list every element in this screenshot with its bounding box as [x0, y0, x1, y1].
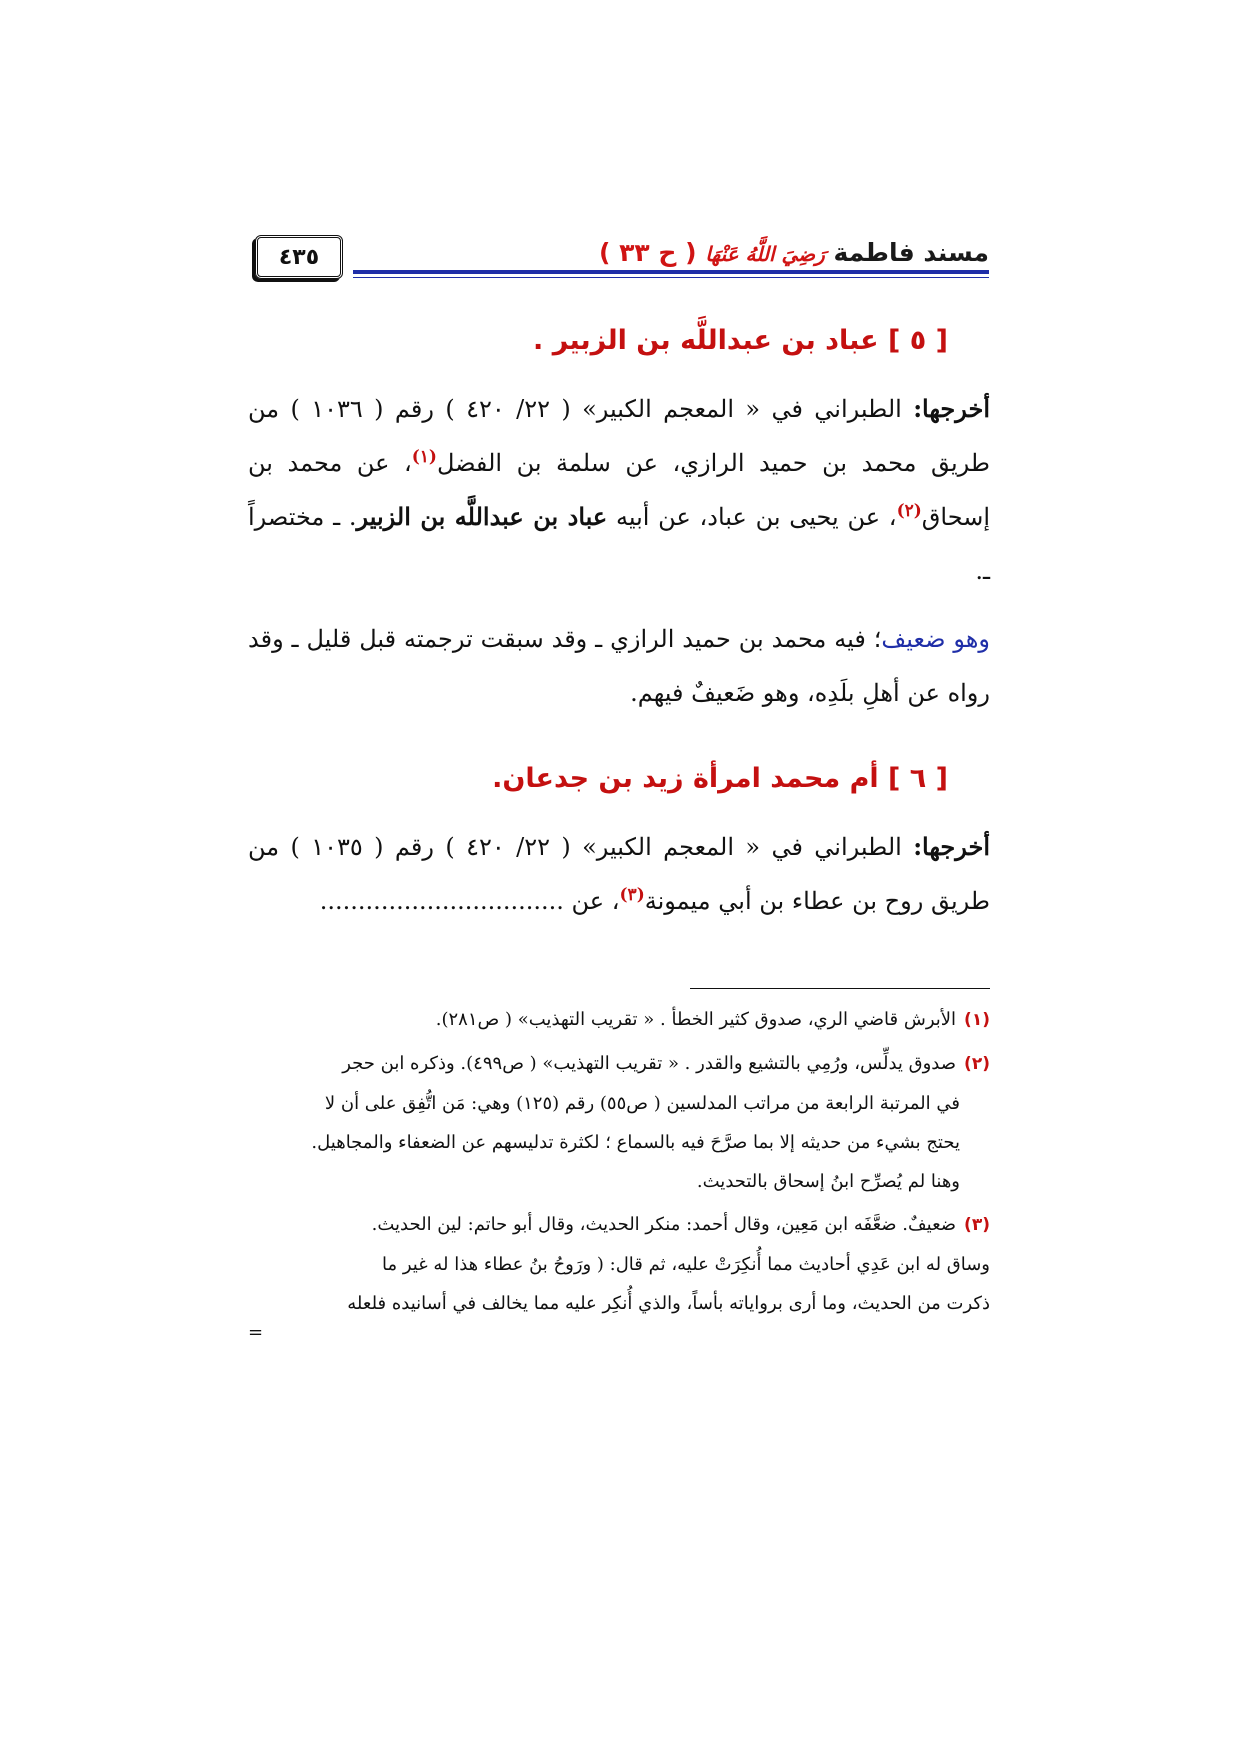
header-rule [353, 270, 989, 274]
footnote-2-line-2: في المرتبة الرابعة من مراتب المدلسين ( ص٥٥) رقم (١٢٥) وهي: مَن اتُّفِق على أن لا [324, 1093, 960, 1114]
footnote-3-line-1 [248, 1205, 990, 1245]
footnotes [248, 1000, 990, 1347]
footnote-1-number: (١) [964, 1010, 990, 1030]
header-hadith-ref: ( ح ٣٣ ) [599, 238, 697, 267]
footnote-1 [248, 1000, 990, 1040]
page-number: ٤٣٥ [255, 235, 343, 279]
section-heading-6: [ ٦ ] أم محمد امرأة زيد بن جدعان. [492, 763, 948, 794]
footnote-ref-3[interactable]: (٣) [619, 885, 645, 905]
footnote-2-line-4: وهنا لم يُصرِّح ابنُ إسحاق بالتحديث. [696, 1171, 960, 1192]
main-text [248, 318, 990, 942]
takhrij-text-b: ، عن محمد بن إسحاق [248, 449, 990, 531]
takhrij-lead: أخرجها: [913, 832, 991, 861]
section-heading-5: [ ٥ ] عباد بن عبداللَّه بن الزبير . [533, 325, 948, 356]
section-5-verdict [248, 612, 990, 720]
section-5-takhrij [248, 382, 990, 598]
verdict-text: ؛ فيه محمد بن حميد الرازي ـ وقد سبقت ترجمته قبل قليل ـ وقد رواه عن أهلِ بلَدِه، وهو ضَعيفٌ فيهم. [248, 625, 990, 707]
running-header [255, 232, 989, 280]
narrator-name: عباد بن عبداللَّه بن الزبير [356, 502, 608, 531]
footnote-ref-2[interactable]: (٢) [896, 501, 922, 521]
header-honorific: رَضِيَ اللَّهُ عَنْهَا [705, 242, 825, 266]
footnote-2 [248, 1044, 990, 1201]
footnote-3-text-1: ضعيفٌ. ضعَّفَه ابن مَعِين، وقال أحمد: منكر الحديث، وقال أبو حاتم: لين الحديث. [371, 1214, 957, 1235]
footnote-2-number: (٢) [964, 1054, 990, 1074]
footnote-2-line-3: يحتج بشيء من حديثه إلا بما صرَّحَ فيه بالسماع ؛ لكثرة تدليسهم عن الضعفاء والمجاهيل. [311, 1132, 960, 1153]
verdict-label: وهو ضعيف [881, 625, 990, 653]
takhrij-lead: أخرجها: [913, 394, 991, 423]
header-title-main: مسند فاطمة [833, 238, 989, 267]
takhrij-text-c: ، عن يحيى بن عباد، عن أبيه [607, 503, 897, 531]
footnote-3-line-2: وساق له ابن عَدِي أحاديث مما أُنكِرَتْ عليه، ثم قال: ( ورَوحُ بنُ عطاء هذا له غير ما [382, 1254, 990, 1275]
continuation-mark: = [248, 1322, 264, 1343]
footnote-3-line-3: ذكرت من الحديث، وما أرى برواياته بأساً، والذي أُنكِر عليه مما يخالف في أسانيده فلعله [347, 1293, 990, 1314]
footnote-3-number: (٣) [964, 1215, 990, 1235]
section-6-takhrij [248, 820, 990, 928]
takhrij-text-a: الطبراني في « المعجم الكبير» ( ٢٢/ ٤٢٠ ) رقم ( ١٠٣٦ ) من طريق محمد بن حميد الرازي، عن سلمة بن الفضل [248, 395, 990, 477]
footnote-2-line-1 [248, 1044, 990, 1084]
footnote-1-text: الأبرش قاضي الري، صدوق كثير الخطأ . « تقريب التهذيب» ( ص٢٨١). [435, 1009, 957, 1030]
takhrij-text-a: الطبراني في « المعجم الكبير» ( ٢٢/ ٤٢٠ ) رقم ( ١٠٣٥ ) من طريق روح بن عطاء بن أبي ميمونة [248, 833, 990, 915]
footnote-2-text-1: صدوق يدلِّس، ورُمِي بالتشيع والقدر . « تقريب التهذيب» ( ص٤٩٩). وذكره ابن حجر [342, 1053, 957, 1074]
header-rule-thin [353, 277, 989, 278]
footnote-separator [690, 988, 990, 989]
header-title [599, 238, 989, 267]
footnote-ref-1[interactable]: (١) [411, 447, 437, 467]
takhrij-text-b: ، عن ................................ [319, 887, 620, 915]
section-gap [248, 734, 990, 756]
footnote-3 [248, 1205, 990, 1343]
takhrij-text-d: . ـ مختصراً ـ. [248, 503, 990, 585]
